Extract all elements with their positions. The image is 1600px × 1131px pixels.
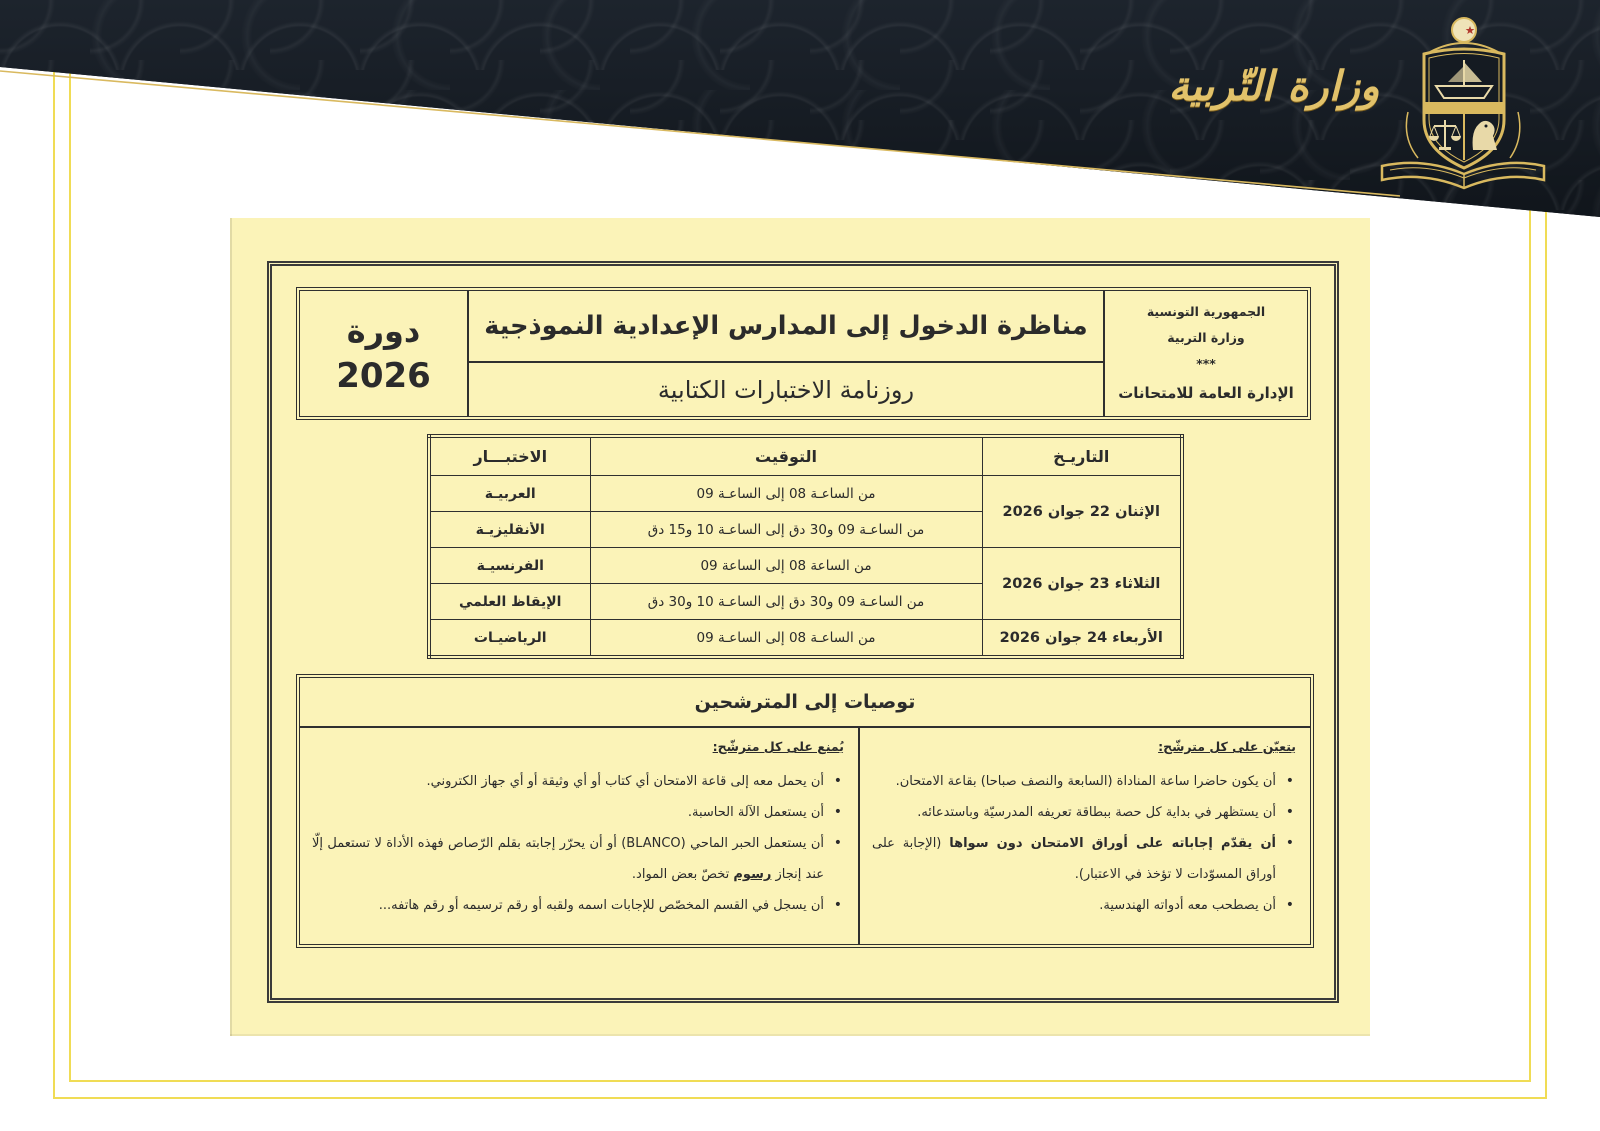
exam-date: الإثنان 22 جوان 2026	[982, 476, 1182, 548]
list-item-text: أن يحمل معه إلى قاعة الامتحان أي كتاب أو أي وثيقة أو أي جهاز الكتروني.	[426, 774, 824, 789]
list-item-text: أن يسجل في القسم المخصّص للإجابات اسمه ولقبه أو رقم ترسيمه أو رقم هاتفه...	[378, 898, 824, 913]
exam-date: الأربعاء 24 جوان 2026	[982, 620, 1182, 658]
exam-time-text: من الساعـة 08 إلى الساعـة 09	[696, 629, 876, 646]
exam-schedule-table	[427, 434, 1184, 659]
session-block	[300, 291, 467, 416]
session-label: دورة	[346, 311, 421, 350]
subtitle-row	[469, 363, 1103, 416]
exam-subject	[429, 584, 590, 620]
bullet-icon: •	[833, 773, 842, 789]
issuer-ministry: وزارة التربية	[1167, 329, 1245, 345]
exam-time-text: من الساعـة 09 و30 دق إلى الساعـة 10 و15 دق	[647, 521, 925, 538]
list-item	[872, 797, 1296, 828]
exam-subject-text: الفرنسيـة	[476, 557, 544, 574]
table-row	[429, 620, 1182, 658]
list-item	[312, 766, 844, 797]
recommendations-body	[300, 728, 1310, 944]
document-header	[296, 287, 1311, 420]
crescent-star-icon	[1452, 18, 1476, 42]
list-item-detail: أن يستعمل الحبر الماحي (BLANCO) أو أن يحرّر إجابته بقلم الرّصاص فهذه الأداة لا تستعمل إلّا عند إنجاز	[312, 836, 824, 882]
bullet-icon: •	[833, 835, 842, 851]
session-year: 2026	[336, 355, 431, 396]
list-item	[872, 828, 1296, 890]
exam-time-text: من الساعة 08 إلى الساعة 09	[700, 557, 872, 574]
issuer-department: الإدارة العامة للامتحانات	[1118, 383, 1294, 402]
recommendations-box	[296, 674, 1314, 948]
list-item-emphasis: رسوم	[733, 867, 772, 882]
exam-subject-text: الأنقليزيـة	[475, 521, 545, 538]
exam-calendar-document	[230, 218, 1370, 1036]
issuer-separator: ***	[1196, 355, 1216, 371]
shield-ribbon	[1425, 102, 1503, 114]
forbidden-column	[300, 728, 858, 944]
tunisia-coat-of-arms-icon	[1378, 8, 1548, 190]
column-header-date: التاريـخ	[982, 436, 1182, 476]
forbidden-heading: يُمنع على كل مترشّح:	[712, 739, 844, 754]
list-item-detail-end: تخصّ بعض المواد.	[631, 867, 730, 882]
title-block	[467, 291, 1103, 416]
table-row	[429, 476, 1182, 512]
bullet-icon: •	[1285, 835, 1294, 851]
required-heading: يتعيّن على كل مترشّح:	[1158, 739, 1296, 754]
bullet-icon: •	[1285, 804, 1294, 820]
recommendations-title: توصيات إلى المترشحين	[300, 678, 1310, 728]
list-item-text: أن يكون حاضرا ساعة المناداة (السابعة والنصف صباحا) بقاعة الامتحان.	[895, 774, 1276, 789]
title-row	[469, 291, 1103, 363]
bullet-icon: •	[833, 897, 842, 913]
column-header-time: التوقيت	[590, 436, 982, 476]
exam-time	[590, 620, 982, 658]
exam-time	[590, 548, 982, 584]
bullet-icon: •	[1285, 897, 1294, 913]
exam-subject-text: العربيـة	[484, 485, 536, 502]
list-item	[312, 797, 844, 828]
required-list	[872, 766, 1296, 921]
exam-subject	[429, 548, 590, 584]
exam-time	[590, 512, 982, 548]
table-header-row	[429, 436, 1182, 476]
page-title: مناظرة الدخول إلى المدارس الإعدادية النموذجية	[484, 311, 1088, 341]
exam-time-text: من الساعـة 09 و30 دق إلى الساعـة 10 و30 دق	[647, 593, 925, 610]
forbidden-list	[312, 766, 844, 921]
list-item	[312, 828, 844, 890]
exam-subject	[429, 620, 590, 658]
exam-subject	[429, 476, 590, 512]
list-item-text	[312, 828, 824, 890]
issuer-block	[1103, 291, 1307, 416]
ministry-logo-text: وزارة التّربية	[1168, 62, 1380, 110]
list-item-text: أن يصطحب معه أدواته الهندسية.	[1099, 898, 1276, 913]
list-item	[312, 890, 844, 921]
table-row	[429, 548, 1182, 584]
exam-subject-text: الإيقاظ العلمي	[459, 593, 562, 610]
exam-time	[590, 476, 982, 512]
exam-subject-text: الرياضيـات	[473, 629, 547, 646]
page-subtitle: روزنامة الاختبارات الكتابية	[657, 375, 915, 404]
issuer-country: الجمهورية التونسية	[1146, 303, 1266, 319]
exam-time-text: من الساعـة 08 إلى الساعـة 09	[696, 485, 876, 502]
required-column	[858, 728, 1310, 944]
bullet-icon: •	[833, 804, 842, 820]
list-item	[872, 766, 1296, 797]
list-item-text: أن يستعمل الآلة الحاسبة.	[687, 805, 824, 820]
column-header-subject: الاختبـــار	[429, 436, 590, 476]
bullet-icon: •	[1285, 773, 1294, 789]
list-item-detail: (الإجابة على أوراق المسوّدات لا تؤخذ في الاعتبار).	[872, 836, 1276, 882]
list-item-emphasis: أن يقدّم إجاباته على أوراق الامتحان دون سواها	[949, 836, 1277, 851]
exam-subject	[429, 512, 590, 548]
list-item	[872, 890, 1296, 921]
exam-date: الثلاثاء 23 جوان 2026	[982, 548, 1182, 620]
list-item-text	[872, 828, 1276, 890]
exam-time	[590, 584, 982, 620]
list-item-text: أن يستظهر في بداية كل حصة ببطاقة تعريفه المدرسيّة وباستدعائه.	[917, 805, 1276, 820]
